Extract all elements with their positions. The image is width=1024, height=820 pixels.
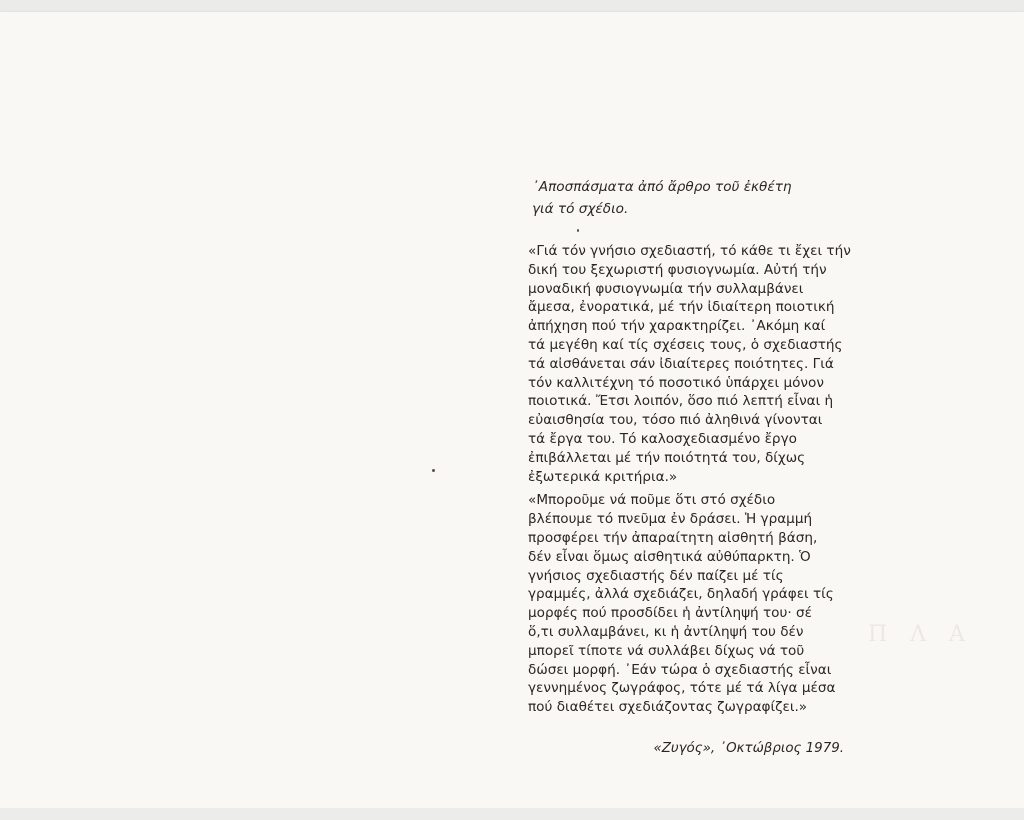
text-line: τόν καλλιτέχνη τό ποσοτικό ὑπάρχει μόνον bbox=[528, 374, 824, 391]
scanner-background bbox=[0, 808, 1024, 820]
text-line: πού διαθέτει σχεδιάζοντας ζωγραφίζει.» bbox=[528, 699, 808, 716]
text-line: δώσει μορφή. ᾿Εάν τώρα ὁ σχεδιαστής εἶναι bbox=[528, 661, 832, 678]
text-line: τά ἔργα του. Τό καλοσχεδιασμένο ἔργο bbox=[528, 430, 797, 447]
text-line: ποιοτικά. Ἔτσι λοιπόν, ὅσο πιό λεπτή εἶναι ἡ bbox=[528, 393, 834, 410]
text-line: δέν εἶναι ὅμως αἰσθητικά αὐθύπαρκτη. Ὁ bbox=[528, 548, 811, 565]
heading-line: γιά τό σχέδιο. bbox=[532, 201, 629, 217]
paragraph-2 bbox=[528, 491, 858, 717]
paragraph-1 bbox=[528, 242, 858, 486]
text-line: δική του ξεχωριστή φυσιογνωμία. Αὐτή τήν bbox=[528, 261, 827, 278]
text-line: μοναδική φυσιογνωμία τήν συλλαμβάνει bbox=[528, 280, 804, 297]
text-line: ἀπήχηση πού τήν χαρακτηρίζει. ᾿Ακόμη καί bbox=[528, 318, 826, 335]
text-line: γραμμές, ἀλλά σχεδιάζει, δηλαδή γράφει τίς bbox=[528, 586, 834, 603]
text-line: «Γιά τόν γνήσιο σχεδιαστή, τό κάθε τι ἔχει τήν bbox=[528, 243, 851, 259]
article-excerpt bbox=[528, 163, 858, 717]
text-line: ἐπιβάλλεται μέ τήν ποιότητά του, δίχως bbox=[528, 449, 806, 466]
text-line: τά μεγέθη καί τίς σχέσεις τους, ὁ σχεδιαστής bbox=[528, 336, 843, 353]
text-line: ἐξωτερικά κριτήρια.» bbox=[528, 468, 678, 485]
text-line: «Μποροῦμε νά ποῦμε ὅτι στό σχέδιο bbox=[528, 492, 776, 509]
text-line: γνήσιος σχεδιαστής δέν παίζει μέ τίς bbox=[528, 567, 784, 584]
show-through-marks: Π Λ Α bbox=[868, 622, 973, 647]
text-line: γεννημένος ζωγράφος, τότε μέ τά λίγα μέσα bbox=[528, 680, 836, 697]
text-line: προσφέρει τήν ἀπαραίτητη αἰσθητή βάση, bbox=[528, 529, 818, 546]
text-line: τά αἰσθάνεται σάν ἰδιαίτερες ποιότητες. Γιά bbox=[528, 355, 834, 372]
text-line: μπορεῖ τίποτε νά συλλάβει δίχως νά τοῦ bbox=[528, 642, 805, 659]
document-page bbox=[0, 12, 1024, 808]
text-line: μορφές πού προσδίδει ἡ ἀντίληψή του· σέ bbox=[528, 605, 812, 622]
source-attribution: «Ζυγός», ᾿Οκτώβριος 1979. bbox=[653, 741, 844, 756]
text-line: ὅ,τι συλλαμβάνει, κι ἡ ἀντίληψή του δέν bbox=[528, 623, 804, 640]
paper-speck bbox=[432, 469, 435, 472]
excerpt-heading bbox=[532, 163, 858, 220]
text-line: βλέπουμε τό πνεῦμα ἐν δράσει. Ἡ γραμμή bbox=[528, 511, 813, 528]
heading-line: ᾿Αποσπάσματα ἀπό ἄρθρο τοῦ ἐκθέτη bbox=[532, 179, 792, 195]
text-line: εὐαισθησία του, τόσο πιό ἀληθινά γίνονται bbox=[528, 412, 823, 429]
text-line: ἄμεσα, ἐνορατικά, μέ τήν ἰδιαίτερη ποιοτική bbox=[528, 299, 835, 316]
